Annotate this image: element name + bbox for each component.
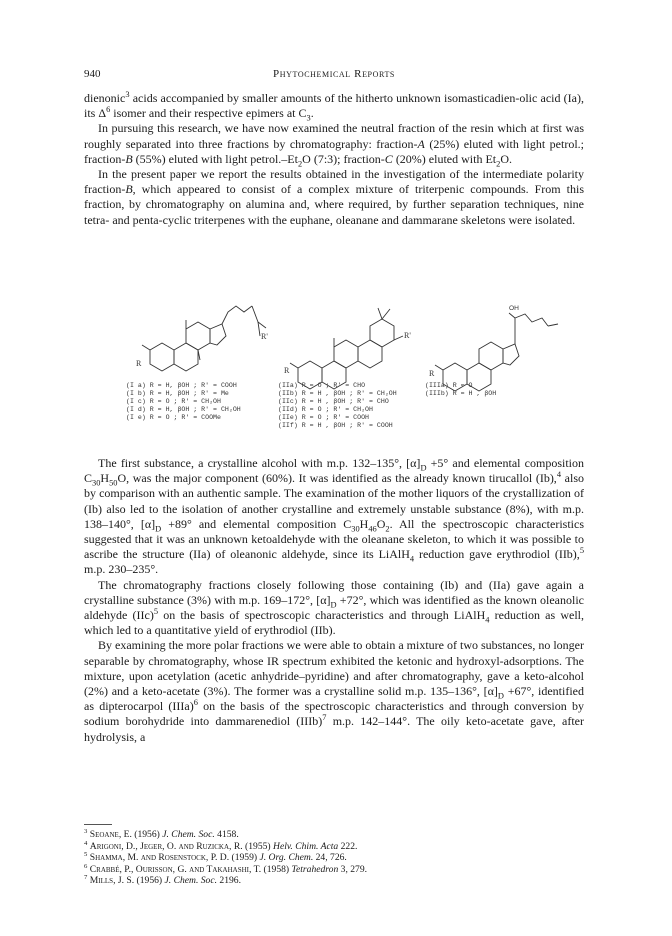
- structure-I-rprime: R': [261, 332, 268, 341]
- legend-line: (IIb) R = H , βOH ; R' = CH₂OH: [278, 390, 397, 397]
- legend-line: (I b) R = H, βOH ; R' = Me: [126, 390, 229, 397]
- paragraph-1: dienonic$^3$ acids accompanied by smaller amounts of the hitherto unknown isomasticadien-olic acid (Ia), its $\Delta^6$ isomer and their respective epimers at $C_3$.: [84, 90, 584, 123]
- paragraph-5: The chromatography fractions closely following those containing (Ib) and (IIa) gave again a crystalline substance (3%) with m.p. 169–172°, $[\alpha]_D +72^\circ$, which was identified as the known oleanolic aldehyde (IIc)$^5$ on the basis of spectroscopic characteristics and through LiAlH$_4$ reduction as well, which led to a quantitative yield of erythrodiol (IIb).: [84, 577, 585, 638]
- journal-title: Phytochemical Reports: [273, 68, 395, 80]
- legend-line: (IIa) R = O ; R' = CHO: [278, 382, 366, 389]
- structure-III-r: R: [429, 369, 435, 378]
- footnote-rule: [84, 824, 112, 825]
- paragraph-2: In pursuing this research, we have now examined the neutral fraction of the resin which at first was roughly separated into three fractions by chromatography: fraction-A (25%) eluted with light petrol.; fraction-B (55%) eluted with light $petrol.-Et_2O$ (7:3); fraction-C (20%) eluted with $Et_2O$.: [84, 121, 584, 169]
- footnote-item: $^5$ Shamma, M. and Rosenstock, P. D. (1959) J. Org. Chem. 24, 726.: [84, 850, 347, 863]
- structure-III-oh: OH: [509, 305, 519, 312]
- structure-II-rprime: R': [404, 331, 411, 340]
- structure-II-skeleton: [290, 308, 403, 389]
- paragraph-6: By examining the more polar fractions we were able to obtain a mixture of two substances, no longer separable by chromatography, whose IR spectrum exhibited the ketonic and hydroxyl-adsorptions. The mixture, upon acetylation (acetic anhydride–pyridine) and after chromatography, gave a keto-alcohol (2%) and a keto-acetate (3%). The former was a crystalline solid m.p. 135–136°, $[\alpha]_D +67^\circ$, identified as dipterocarpol (IIIa)$^6$ on the basis of the spectroscopic characteristics and through conversion by sodium borohydride into dammarenediol (IIIb)$^7$ m.p. 142–144°. The oily keto-acetate gave, after hydrolysis, a: [84, 638, 584, 744]
- footnote-item: $^7$ Mills, J. S. (1956) J. Chem. Soc. 2196.: [84, 873, 241, 886]
- footnote-item: $^6$ Crabbé, P., Ourisson, G. and Takahashi, T. (1958) Tetrahedron 3, 279.: [84, 862, 368, 875]
- structure-II-legend: [278, 382, 397, 430]
- structure-I-r: R: [136, 359, 142, 368]
- running-header: [84, 68, 584, 84]
- structure-figure: [120, 288, 580, 443]
- paragraph-4: The first substance, a crystalline alcohol with m.p. 132–135°, $[\alpha]_D +5^\circ$ and elemental composition $C_{30}H_{50}O$, was the major component (60%). It was identified as the already known tirucallol (Ib),$^4$ also by comparison with an authentic sample. The examination of the mother liquors of the crystallization of (Ib) also led to the isolation of another crystalline and extremely unstable substance (8%), with m.p. 138–140°, $[\alpha]_D +89^\circ$ and elemental composition $C_{30}H_{46}O_2$. All the spectroscopic characteristics suggested that it was an unknown ketoaldehyde with the oleanane skeleton, to which it was possible to ascribe the structure (IIa) of oleanonic aldehyde, since its LiAlH$_4$ reduction gave erythrodiol (IIb),$^5$ m.p. 230–235°.: [84, 456, 585, 577]
- legend-line: (IIc) R = H , βOH ; R' = CHO: [278, 398, 389, 405]
- legend-line: (IIf) R = H , βOH ; R' = COOH: [278, 422, 393, 429]
- paragraph-3: In the present paper we report the results obtained in the investigation of the intermediate polarity fraction-B, which appeared to consist of a complex mixture of triterpenic compounds. From this fraction, by chromatography on alumina and, where required, by further separation techniques, nine tetra- and penta-cyclic triterpenes with the euphane, oleanane and dammarane skeletons were isolated.: [84, 167, 584, 227]
- body-text-lower: [84, 456, 584, 745]
- structure-I-skeleton: [142, 306, 266, 371]
- structure-III-skeleton: [435, 313, 558, 391]
- footnotes: [84, 829, 584, 887]
- legend-line: (IId) R = O ; R' = CH₂OH: [278, 406, 373, 413]
- footnote-item: $^3$ Seoane, E. (1956) J. Chem. Soc. 4158.: [84, 827, 239, 840]
- structure-III-legend: [425, 382, 496, 398]
- legend-line: (IIe) R = O ; R' = COOH: [278, 414, 370, 421]
- structure-II-r: R: [284, 366, 290, 375]
- legend-line: (I c) R = O ; R' = CH₂OH: [126, 398, 221, 405]
- legend-line: (I d) R = H, βOH ; R' = CH₂OH: [126, 406, 241, 413]
- footnote-item: $^4$ Arigoni, D., Jeger, O. and Ruzicka, R. (1955) Helv. Chim. Acta 222.: [84, 839, 358, 852]
- legend-line: (I e) R = O ; R' = COOMe: [126, 414, 221, 421]
- legend-line: (I a) R = H, βOH ; R' = COOH: [126, 382, 237, 389]
- structure-I-legend: [126, 382, 241, 422]
- body-text-upper: [84, 91, 584, 228]
- legend-line: (IIIa) R = O: [425, 382, 473, 389]
- page-number: 940: [84, 68, 101, 80]
- legend-line: (IIIb) R = H , βOH: [425, 390, 497, 397]
